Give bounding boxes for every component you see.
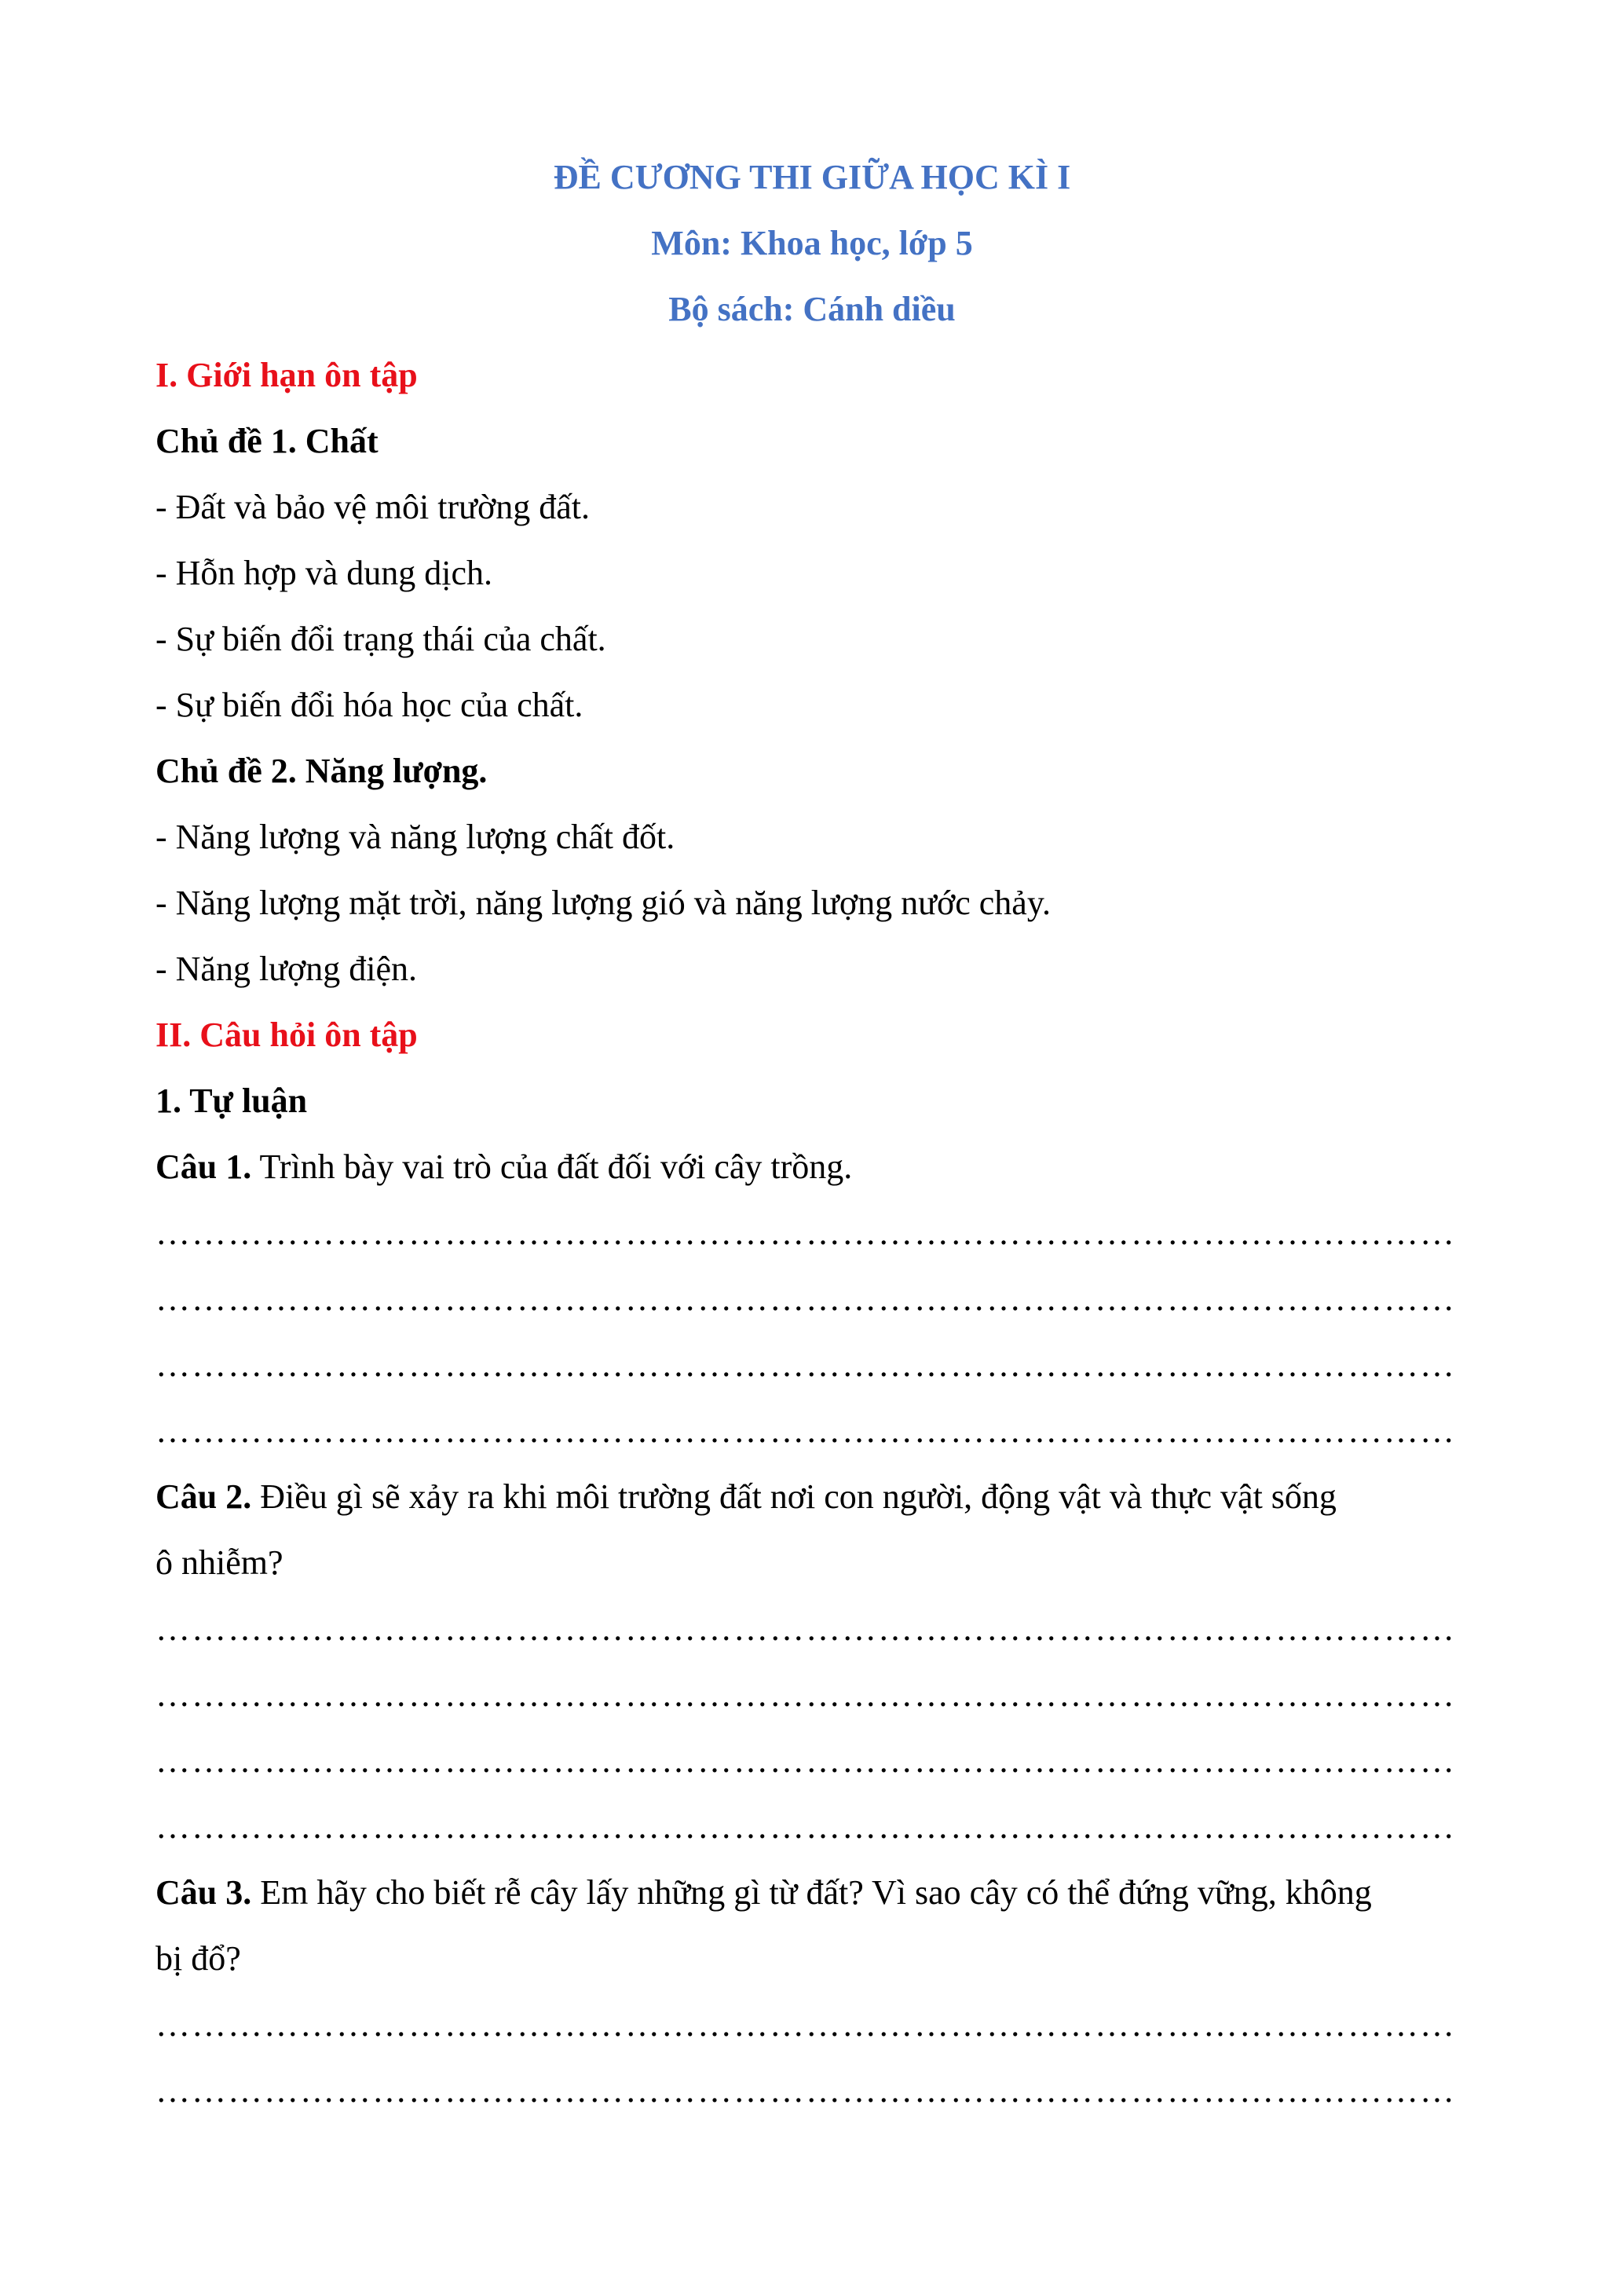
document-title: ĐỀ CƯƠNG THI GIỮA HỌC KÌ I <box>553 158 1071 196</box>
topic-heading-2: Chủ đề 2. Năng lượng. <box>155 752 488 790</box>
subsection-heading-essay: 1. Tự luận <box>155 1082 308 1120</box>
topic2-item: - Năng lượng và năng lượng chất đốt. <box>155 818 675 856</box>
topic1-item: - Sự biến đổi trạng thái của chất. <box>155 620 606 658</box>
question-2-continued: ô nhiễm? <box>155 1543 283 1582</box>
question-2 <box>155 1473 1337 1521</box>
answer-line[interactable]: ……………………………………………………………………………………………… <box>155 1345 1456 1384</box>
answer-line[interactable]: ……………………………………………………………………………………………… <box>155 1411 1456 1450</box>
question-label: Câu 1. <box>155 1148 252 1186</box>
topic1-item: - Sự biến đổi hóa học của chất. <box>155 686 583 724</box>
answer-line[interactable]: ……………………………………………………………………………………………… <box>155 1609 1456 1648</box>
section-heading-questions: II. Câu hỏi ôn tập <box>155 1016 418 1054</box>
question-label: Câu 3. <box>155 1873 252 1912</box>
document-book: Bộ sách: Cánh diều <box>668 290 956 328</box>
question-3-continued: bị đổ? <box>155 1939 241 1978</box>
topic1-item: - Đất và bảo vệ môi trường đất. <box>155 488 590 526</box>
question-1 <box>155 1144 852 1191</box>
answer-line[interactable]: ……………………………………………………………………………………………… <box>155 1741 1456 1780</box>
document-subject: Môn: Khoa học, lớp 5 <box>651 224 973 262</box>
answer-line[interactable]: ……………………………………………………………………………………………… <box>155 1807 1456 1846</box>
question-text: Điều gì sẽ xảy ra khi môi trường đất nơi con người, động vật và thực vật sống <box>251 1477 1337 1516</box>
answer-line[interactable]: ……………………………………………………………………………………………… <box>155 2071 1456 2110</box>
topic-heading-1: Chủ đề 1. Chất <box>155 422 379 460</box>
question-text: Trình bày vai trò của đất đối với cây trồng. <box>251 1148 853 1186</box>
topic1-item: - Hỗn hợp và dung dịch. <box>155 554 492 592</box>
topic2-item: - Năng lượng mặt trời, năng lượng gió và năng lượng nước chảy. <box>155 884 1051 922</box>
topic2-item: - Năng lượng điện. <box>155 950 418 988</box>
answer-line[interactable]: ……………………………………………………………………………………………… <box>155 1213 1456 1252</box>
answer-line[interactable]: ……………………………………………………………………………………………… <box>155 1279 1456 1318</box>
question-label: Câu 2. <box>155 1477 252 1516</box>
answer-line[interactable]: ……………………………………………………………………………………………… <box>155 1675 1456 1714</box>
section-heading-limits: I. Giới hạn ôn tập <box>155 356 418 394</box>
question-3 <box>155 1869 1372 1916</box>
answer-line[interactable]: ……………………………………………………………………………………………… <box>155 2005 1456 2044</box>
question-text: Em hãy cho biết rễ cây lấy những gì từ đất? Vì sao cây có thể đứng vững, không <box>251 1873 1372 1912</box>
